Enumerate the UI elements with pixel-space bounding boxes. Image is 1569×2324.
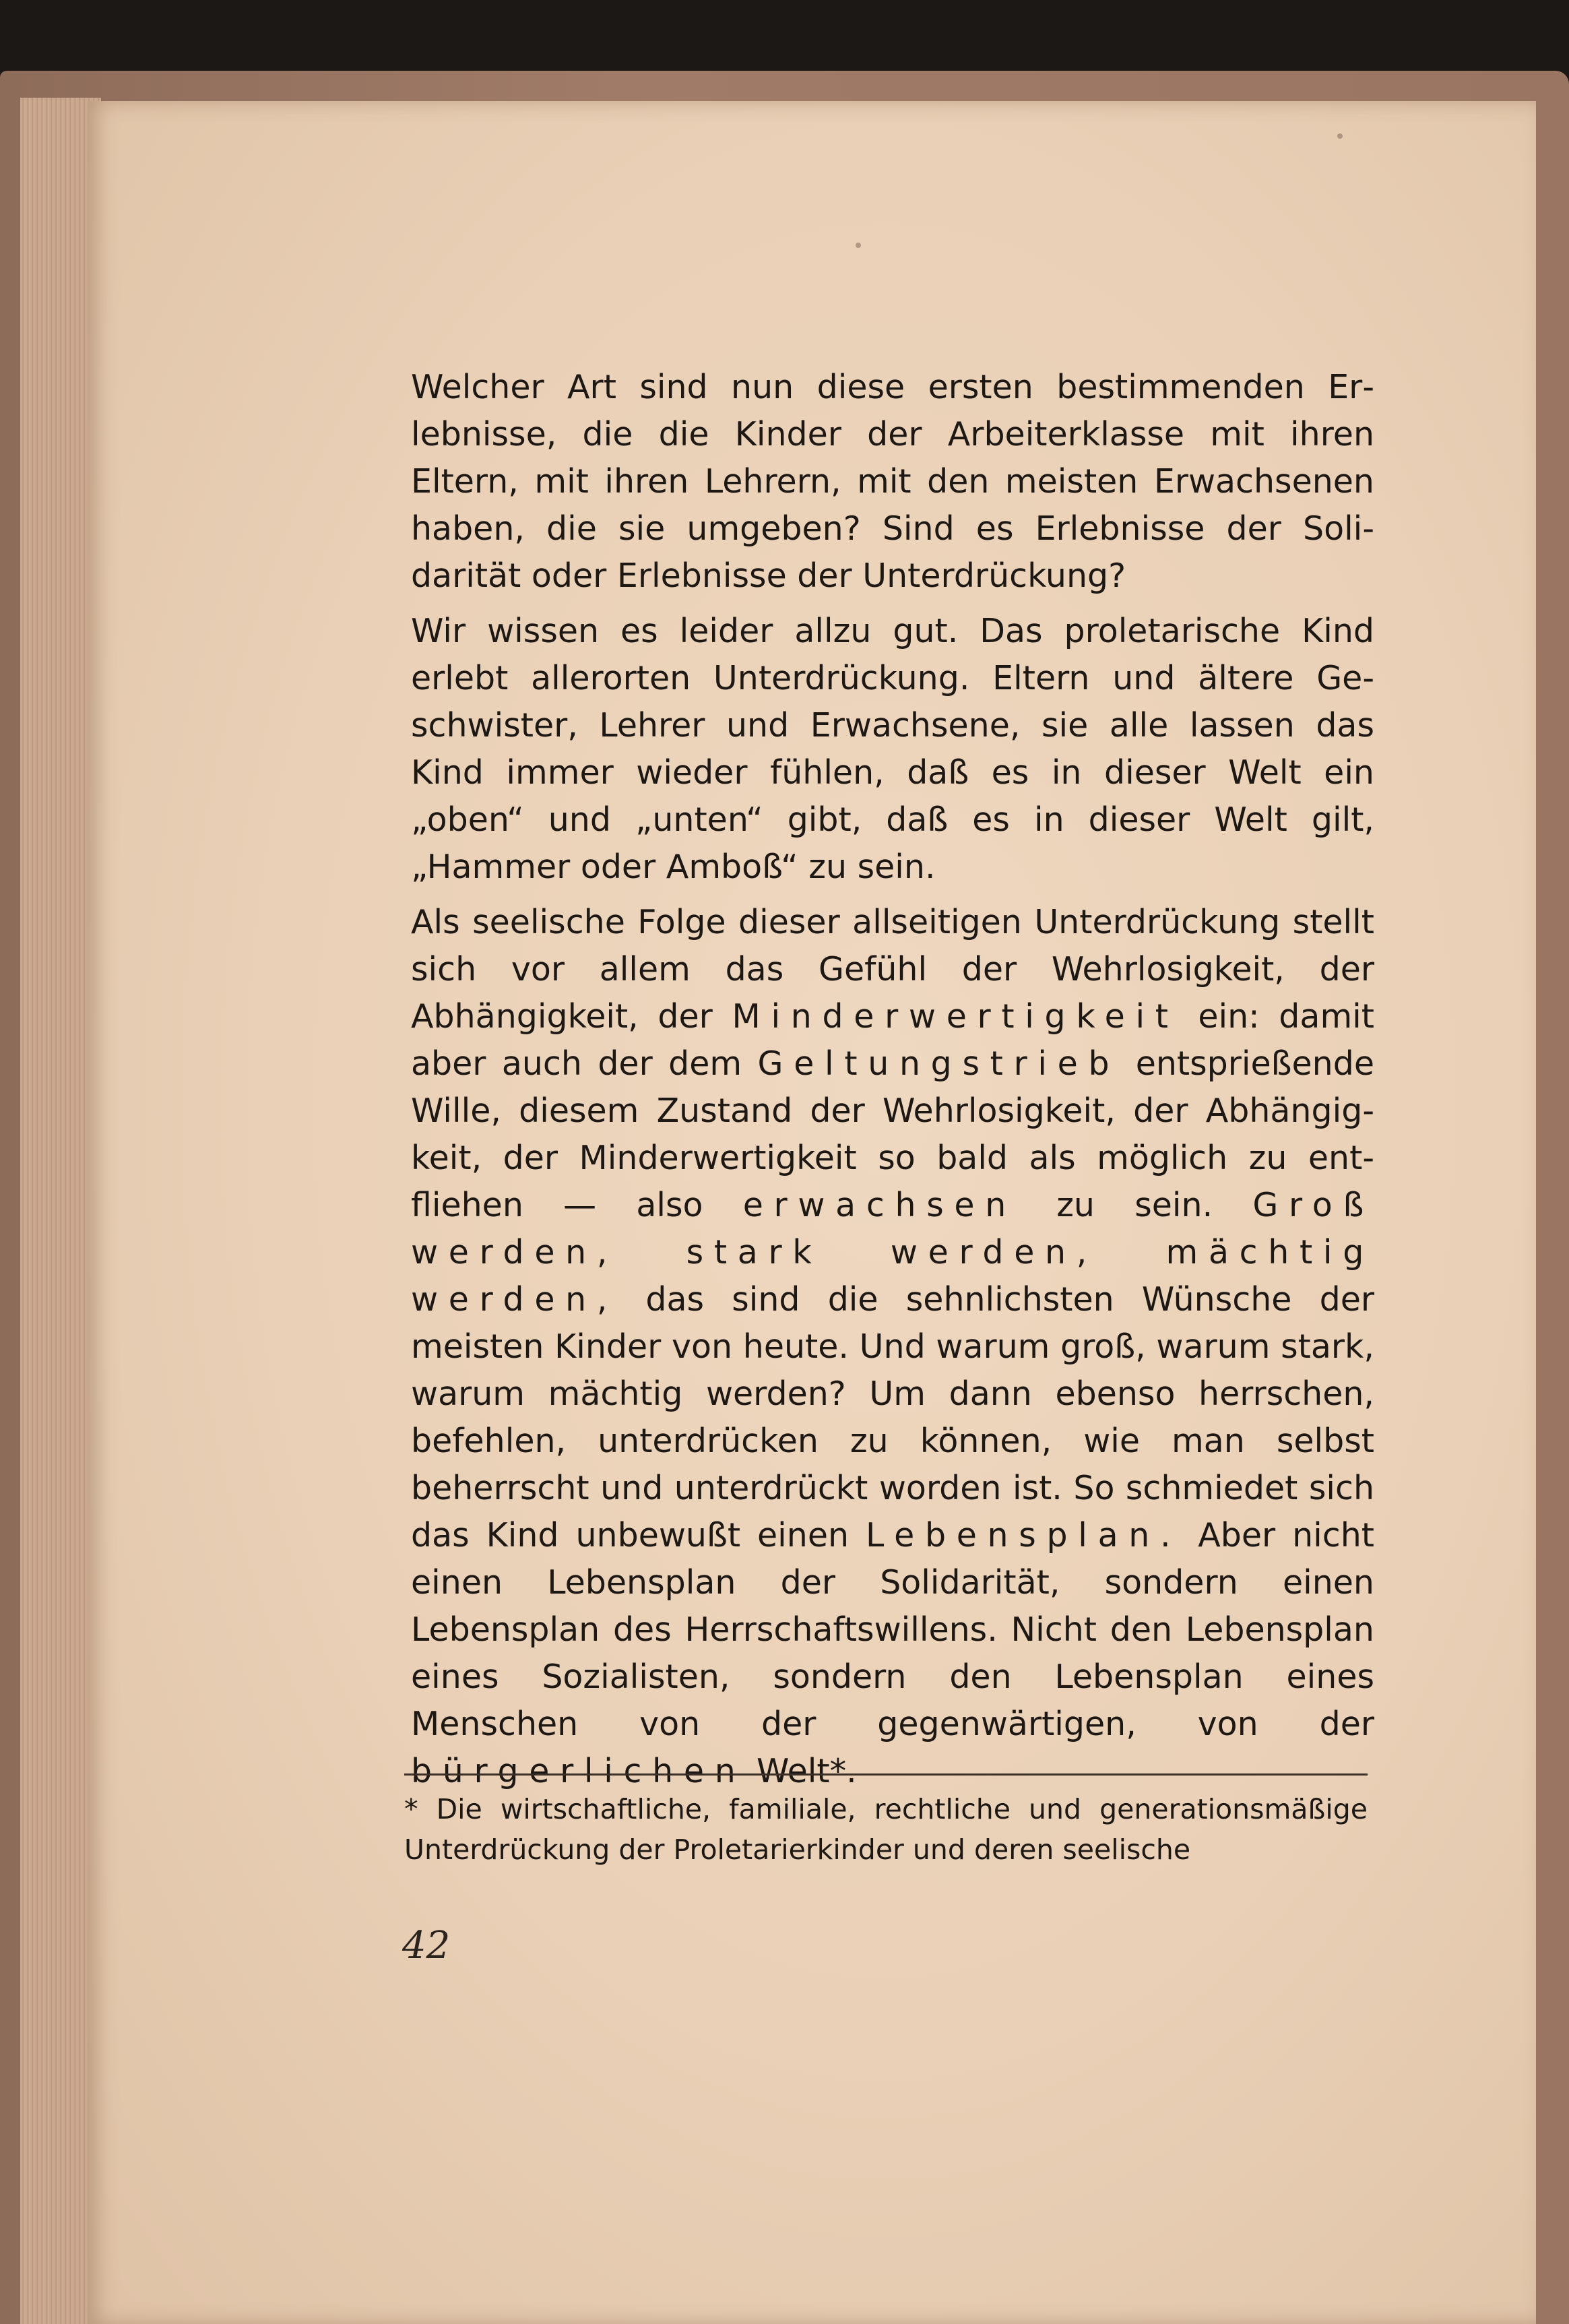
- text-run: zu sein.: [1016, 1186, 1253, 1224]
- text-run: Welt*.: [746, 1752, 857, 1790]
- text-run: entsprießende Wille, diesem Zustand der Wehrlosigkeit, der Abhängigkeit, der Minderwertigkeit so bald als möglich zu entfliehen — also: [411, 1044, 1374, 1224]
- text-run: Aber nicht einen Lebensplan der Solidarität, sondern einen Lebensplan des Herrschaftswillens. Nicht den Lebensplan eines Sozialisten, sondern den Lebensplan eines Menschen von der gegenwärtigen, von der: [411, 1516, 1374, 1743]
- text-run: ein: damit aber auch der dem: [411, 997, 1375, 1083]
- footnote-rule: [404, 1773, 1368, 1776]
- text-run: das sind die sehnlichsten Wünsche der meisten Kinder von heute. Und warum groß, warum stark, warum mächtig werden? Um dann ebenso herrschen, befehlen, unterdrücken zu können, wie man selbst beherrscht und unterdrückt worden ist. So schmiedet sich das Kind unbewußt einen: [411, 1280, 1374, 1554]
- paragraph-3: [411, 899, 1374, 1795]
- spaced-emphasis: Geltungstrieb: [757, 1044, 1120, 1083]
- spaced-emphasis: erwachsen: [742, 1186, 1017, 1224]
- spaced-emphasis: Lebensplan.: [866, 1516, 1182, 1554]
- paper-speck: [1337, 133, 1343, 139]
- spaced-emphasis: Minderwertigkeit: [732, 997, 1179, 1036]
- paragraph-1: Welcher Art sind nun diese ersten bestimmenden Erlebnisse, die die Kinder der Arbeiterklasse mit ihren Eltern, mit ihren Lehrern, mit den meisten Erwachsenen haben, die sie umgeben? Sind es Erlebnisse der Solidarität oder Erlebnisse der Unterdrückung?: [411, 368, 1374, 595]
- text-run: Als seelische Folge dieser allseitigen Unterdrückung stellt sich vor allem das Gefühl der Wehrlosigkeit, der Abhängigkeit, der: [411, 903, 1374, 1036]
- page-number: 42: [402, 1924, 451, 1968]
- spaced-emphasis: bürgerlichen: [411, 1752, 746, 1790]
- footnote: * Die wirtschaftliche, familiale, rechtliche und generationsmäßige Unterdrückung der Proletarierkinder und deren seelische: [404, 1793, 1368, 1866]
- body-text: [411, 364, 1374, 1803]
- spaced-emphasis: Groß werden, stark werden, mächtig werden,: [411, 1186, 1374, 1319]
- paragraph-2: Wir wissen es leider allzu gut. Das proletarische Kind erlebt allerorten Unterdrückung. Eltern und ältere Geschwister, Lehrer und Erwachsene, sie alle lassen das Kind immer wieder fühlen, daß es in dieser Welt ein „oben“ und „unten“ gibt, daß es in dieser Welt gilt, „Hammer oder Amboß“ zu sein.: [411, 612, 1374, 886]
- paper-speck: [856, 243, 861, 248]
